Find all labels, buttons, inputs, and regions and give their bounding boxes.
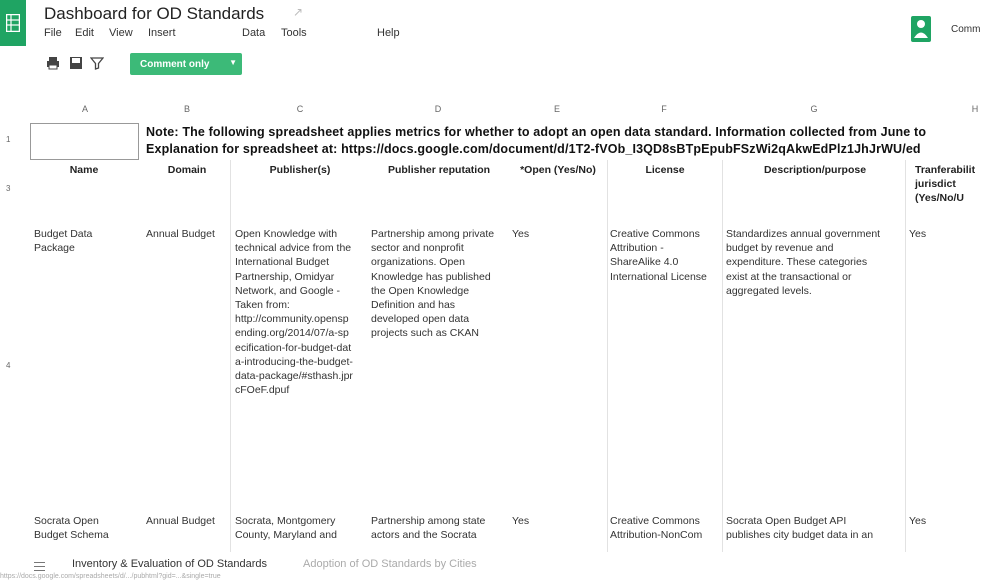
header-open[interactable]: *Open (Yes/No)	[520, 164, 596, 176]
row-header-1[interactable]: 1	[6, 135, 11, 144]
print-icon[interactable]	[46, 56, 60, 70]
header-publishers[interactable]: Publisher(s)	[269, 164, 331, 176]
cell-domain[interactable]: Annual Budget	[146, 228, 215, 240]
header-domain[interactable]: Domain	[167, 164, 207, 176]
header-publisher-reputation[interactable]: Publisher reputation	[387, 164, 491, 176]
filter-icon[interactable]	[90, 56, 104, 70]
cell-license[interactable]: Creative Commons Attribution - ShareAlike 4.0 International License	[610, 228, 707, 283]
grid-line	[607, 160, 608, 556]
column-header-b[interactable]: B	[183, 104, 191, 114]
grid-line	[230, 160, 231, 556]
column-header-e[interactable]: E	[553, 104, 561, 114]
cell-publisher[interactable]: Socrata, Montgomery County, Maryland and	[235, 515, 337, 542]
move-folder-icon[interactable]: ↗	[293, 5, 304, 19]
sheet-tab-adoption[interactable]: Adoption of OD Standards by Cities	[303, 558, 477, 570]
column-header-f[interactable]: F	[661, 104, 667, 114]
cell-transferability[interactable]: Yes	[909, 515, 927, 527]
selected-cell[interactable]	[30, 123, 139, 160]
cell-transferability[interactable]: Yes	[909, 228, 927, 240]
cell-name[interactable]: Budget Data Package	[34, 228, 93, 255]
header-name[interactable]: Name	[69, 164, 99, 176]
save-icon[interactable]	[69, 56, 83, 70]
grid-line	[722, 160, 723, 556]
column-header-a[interactable]: A	[81, 104, 89, 114]
share-person-icon[interactable]	[911, 16, 931, 42]
cell-name[interactable]: Socrata Open Budget Schema	[34, 515, 109, 542]
cell-description[interactable]: Socrata Open Budget API publishes city budget data in an	[726, 515, 874, 542]
comment-only-label: Comment only	[140, 58, 210, 70]
column-header-c[interactable]: C	[296, 104, 304, 114]
comments-button[interactable]: Comm	[951, 24, 981, 35]
menu-insert[interactable]: Insert	[148, 27, 176, 39]
menu-view[interactable]: View	[109, 27, 133, 39]
status-url: https://docs.google.com/spreadsheets/d/.../pubhtml?gid=...&single=true	[0, 573, 221, 580]
cell-open[interactable]: Yes	[512, 228, 530, 240]
cell-license[interactable]: Creative Commons Attribution-NonCom	[610, 515, 703, 542]
cell-description[interactable]: Standardizes annual government budget by revenue and expenditure. These categories exist at the transactional or aggregated levels.	[726, 228, 881, 297]
row-header-3[interactable]: 3	[6, 184, 11, 193]
document-title[interactable]: Dashboard for OD Standards	[44, 4, 265, 23]
header-transferability[interactable]: Tranferabilit jurisdict (Yes/No/U	[915, 164, 976, 204]
column-header-g[interactable]: G	[810, 104, 818, 114]
sheets-logo-icon[interactable]	[0, 0, 26, 46]
all-sheets-menu-icon[interactable]	[34, 562, 45, 571]
menu-data[interactable]: Data	[242, 27, 266, 39]
header-description-purpose[interactable]: Description/purpose	[763, 164, 867, 176]
column-header-d[interactable]: D	[434, 104, 442, 114]
cell-domain[interactable]: Annual Budget	[146, 515, 215, 527]
note-line-2[interactable]: Explanation for spreadsheet at: https://docs.google.com/document/d/1T2-fVOb_I3QD8sBTpEpubFSzWi2qAkwEdPlz1JhJrWU/ed	[146, 142, 921, 156]
cell-publisher[interactable]: Open Knowledge with technical advice from the International Budget Partnership, Omidyar Network, and Google - Taken from: http://community.opensp ending.org/2014/07/a-sp ecification-for-budget-dat a-introducing-the-budget- data-package/#sthash.jpr cFOeF.dpuf	[235, 228, 353, 397]
grid-line	[905, 160, 906, 556]
header-license[interactable]: License	[645, 164, 685, 176]
row-header-4[interactable]: 4	[6, 361, 11, 370]
caret-down-icon: ▼	[229, 58, 237, 67]
note-line-1[interactable]: Note: The following spreadsheet applies metrics for whether to adopt an open data standard. Information collected from June to	[146, 125, 927, 139]
comment-only-button[interactable]	[130, 53, 242, 75]
menu-help[interactable]: Help	[377, 27, 400, 39]
menu-edit[interactable]: Edit	[75, 27, 94, 39]
cell-reputation[interactable]: Partnership among private sector and nonprofit organizations. Open Knowledge has published the Open Knowledge Definition and has developed open data projects such as CKAN	[371, 228, 495, 340]
cell-open[interactable]: Yes	[512, 515, 530, 527]
cell-reputation[interactable]: Partnership among state actors and the Socrata	[371, 515, 486, 542]
menu-file[interactable]: File	[44, 27, 62, 39]
sheet-tab-inventory[interactable]: Inventory & Evaluation of OD Standards	[72, 558, 268, 570]
column-header-h[interactable]: H	[971, 104, 979, 114]
menu-tools[interactable]: Tools	[281, 27, 307, 39]
